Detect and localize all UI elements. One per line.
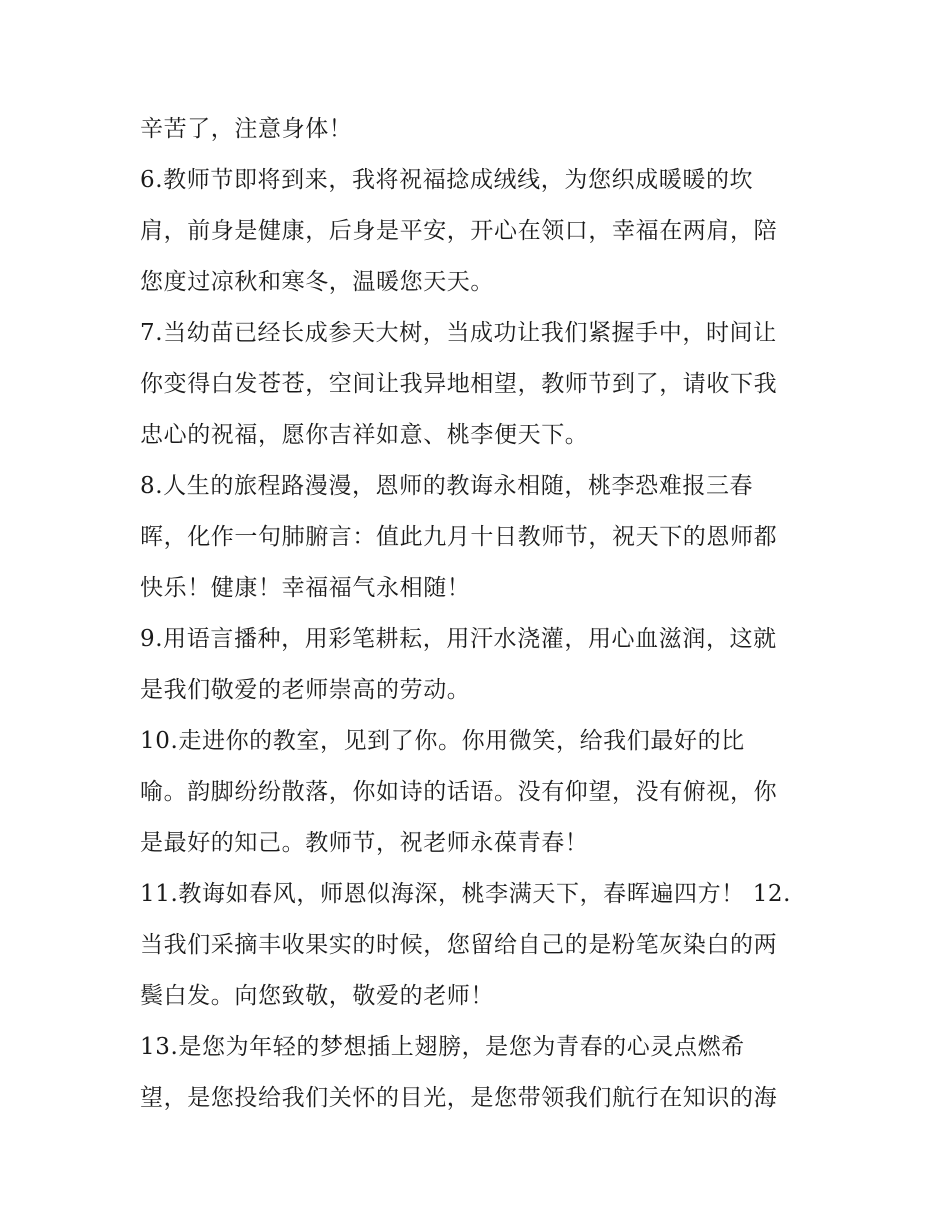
text-line: 您度过凉秋和寒冬，温暖您天天。 bbox=[140, 269, 494, 295]
text-line: 13.是您为年轻的梦想插上翅膀，是您为青春的心灵点燃希 bbox=[140, 1034, 745, 1060]
text-line: 8.人生的旅程路漫漫，恩师的教诲永相随，桃李恐难报三春 bbox=[140, 473, 754, 499]
text-line: 7.当幼苗已经长成参天大树，当成功让我们紧握手中，时间让 bbox=[140, 320, 777, 346]
document-body bbox=[140, 104, 830, 1124]
text-line: 9.用语言播种，用彩笔耕耘，用汗水浇灌，用心血滋润，这就 bbox=[140, 626, 777, 652]
text-line: 肩，前身是健康，后身是平安，开心在领口，幸福在两肩，陪 bbox=[140, 218, 778, 244]
text-line: 你变得白发苍苍，空间让我异地相望，教师节到了，请收下我 bbox=[140, 371, 778, 397]
text-line: 望，是您投给我们关怀的目光，是您带领我们航行在知识的海 bbox=[140, 1085, 778, 1111]
text-line: 辛苦了，注意身体！ bbox=[140, 116, 353, 142]
text-line: 6.教师节即将到来，我将祝福捻成绒线，为您织成暖暖的坎 bbox=[140, 167, 754, 193]
text-line: 当我们采摘丰收果实的时候，您留给自己的是粉笔灰染白的两 bbox=[140, 932, 778, 958]
text-line: 鬓白发。向您致敬，敬爱的老师！ bbox=[140, 983, 494, 1009]
text-line: 忠心的祝福，愿你吉祥如意、桃李便天下。 bbox=[140, 422, 589, 448]
text-line: 10.走进你的教室，见到了你。你用微笑，给我们最好的比 bbox=[140, 728, 745, 754]
text-line: 是最好的知己。教师节，祝老师永葆青春！ bbox=[140, 830, 589, 856]
text-line: 快乐！健康！幸福福气永相随！ bbox=[140, 575, 471, 601]
text-line: 晖，化作一句肺腑言：值此九月十日教师节，祝天下的恩师都 bbox=[140, 524, 778, 550]
text-line: 是我们敬爱的老师崇高的劳动。 bbox=[140, 677, 471, 703]
text-line: 喻。韵脚纷纷散落，你如诗的话语。没有仰望，没有俯视，你 bbox=[140, 779, 778, 805]
text-line: 11.教诲如春风，师恩似海深，桃李满天下，春晖遍四方！ 12. bbox=[140, 881, 792, 907]
